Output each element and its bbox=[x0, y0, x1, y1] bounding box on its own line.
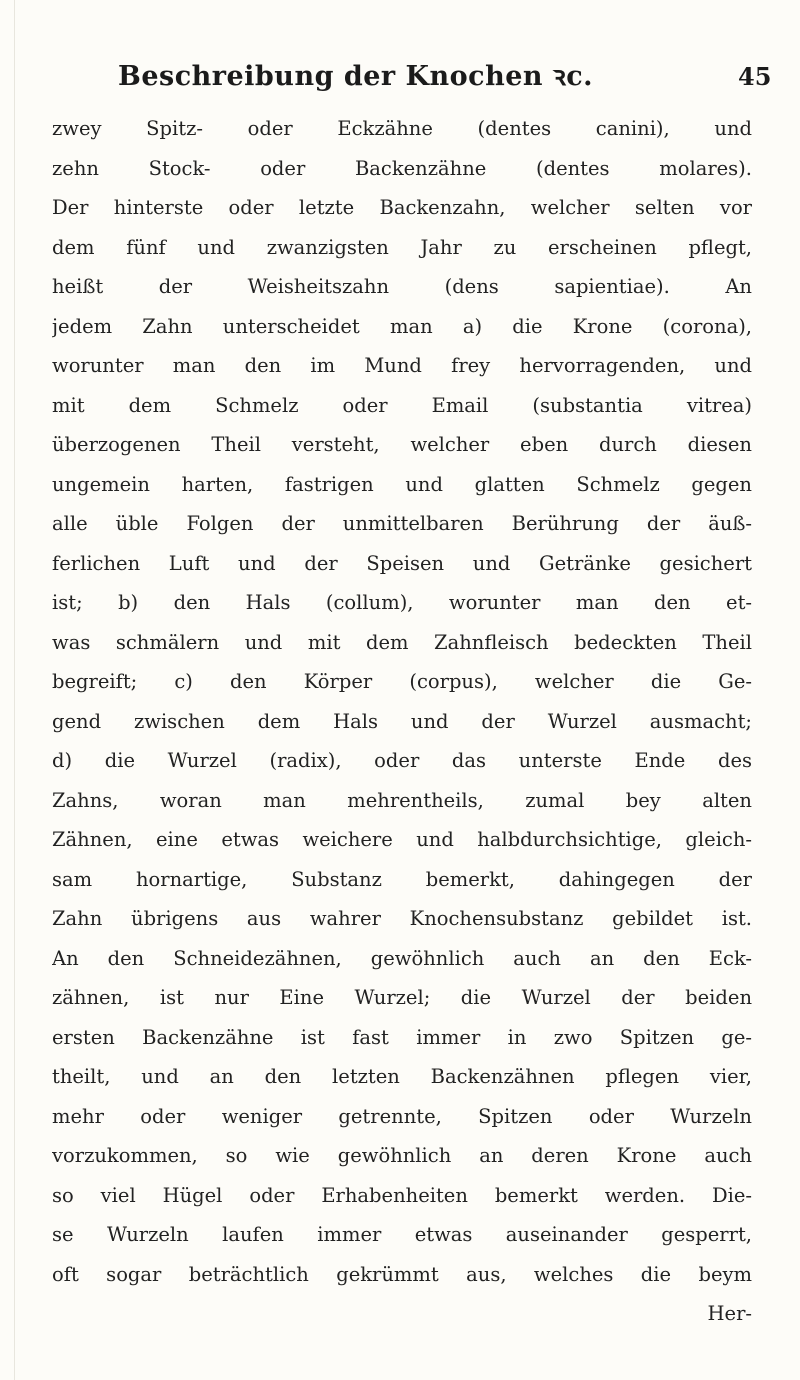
text-line: alle üble Folgen der unmittelbaren Berührung der äuß- bbox=[52, 512, 752, 535]
running-head: Beschreibung der Knochen ꝛc. bbox=[118, 61, 594, 92]
text-line: dem fünf und zwanzigsten Jahr zu erscheinen pflegt, bbox=[52, 235, 752, 259]
page-edge bbox=[14, 0, 15, 1380]
text-line: jedem Zahn unterscheidet man a) die Krone (corona), bbox=[52, 314, 752, 338]
text-line: Zahns, woran man mehrentheils, zumal bey alten bbox=[52, 788, 752, 812]
text-line: mit dem Schmelz oder Email (substantia vitrea) bbox=[52, 393, 752, 417]
page-number: 45 bbox=[738, 62, 772, 91]
text-line: überzogenen Theil versteht, welcher eben durch diesen bbox=[52, 433, 752, 456]
text-line: ist; b) den Hals (collum), worunter man den et- bbox=[52, 591, 752, 614]
text-line: gend zwischen dem Hals und der Wurzel ausmacht; bbox=[52, 709, 752, 733]
text-line: vorzukommen, so wie gewöhnlich an deren Krone auch bbox=[52, 1144, 752, 1167]
text-line: worunter man den im Mund frey hervorragenden, und bbox=[52, 354, 752, 377]
body-text bbox=[52, 109, 752, 1334]
text-line: sam hornartige, Substanz bemerkt, dahingegen der bbox=[52, 867, 752, 891]
catchword: Her- bbox=[707, 1302, 752, 1325]
text-line: so viel Hügel oder Erhabenheiten bemerkt werden. Die- bbox=[52, 1183, 752, 1207]
text-line: ersten Backenzähne ist fast immer in zwo Spitzen ge- bbox=[52, 1025, 752, 1049]
text-line: was schmälern und mit dem Zahnfleisch bedeckten Theil bbox=[52, 630, 752, 654]
page-header bbox=[0, 56, 800, 96]
text-line: theilt, und an den letzten Backenzähnen pflegen vier, bbox=[52, 1065, 752, 1088]
text-line: d) die Wurzel (radix), oder das unterste Ende des bbox=[52, 749, 752, 772]
text-line: zähnen, ist nur Eine Wurzel; die Wurzel der beiden bbox=[52, 986, 752, 1009]
text-line: Zahn übrigens aus wahrer Knochensubstanz gebildet ist. bbox=[52, 907, 752, 930]
text-line: se Wurzeln laufen immer etwas auseinander gesperrt, bbox=[52, 1223, 752, 1246]
text-line: mehr oder weniger getrennte, Spitzen oder Wurzeln bbox=[52, 1104, 752, 1128]
text-line: ungemein harten, fastrigen und glatten Schmelz gegen bbox=[52, 472, 752, 496]
text-line: Zähnen, eine etwas weichere und halbdurchsichtige, gleich- bbox=[52, 828, 752, 851]
text-line: Der hinterste oder letzte Backenzahn, welcher selten vor bbox=[52, 196, 752, 219]
text-line: begreift; c) den Körper (corpus), welcher die Ge- bbox=[52, 670, 752, 693]
text-line: ferlichen Luft und der Speisen und Getränke gesichert bbox=[52, 551, 752, 575]
text-line: heißt der Weisheitszahn (dens sapientiae). An bbox=[52, 275, 752, 298]
text-line: An den Schneidezähnen, gewöhnlich auch an den Eck- bbox=[52, 946, 752, 970]
text-line: zwey Spitz- oder Eckzähne (dentes canini), und bbox=[52, 117, 752, 140]
text-line: zehn Stock- oder Backenzähne (dentes molares). bbox=[52, 156, 752, 180]
text-line: oft sogar beträchtlich gekrümmt aus, welches die beym bbox=[52, 1262, 752, 1286]
